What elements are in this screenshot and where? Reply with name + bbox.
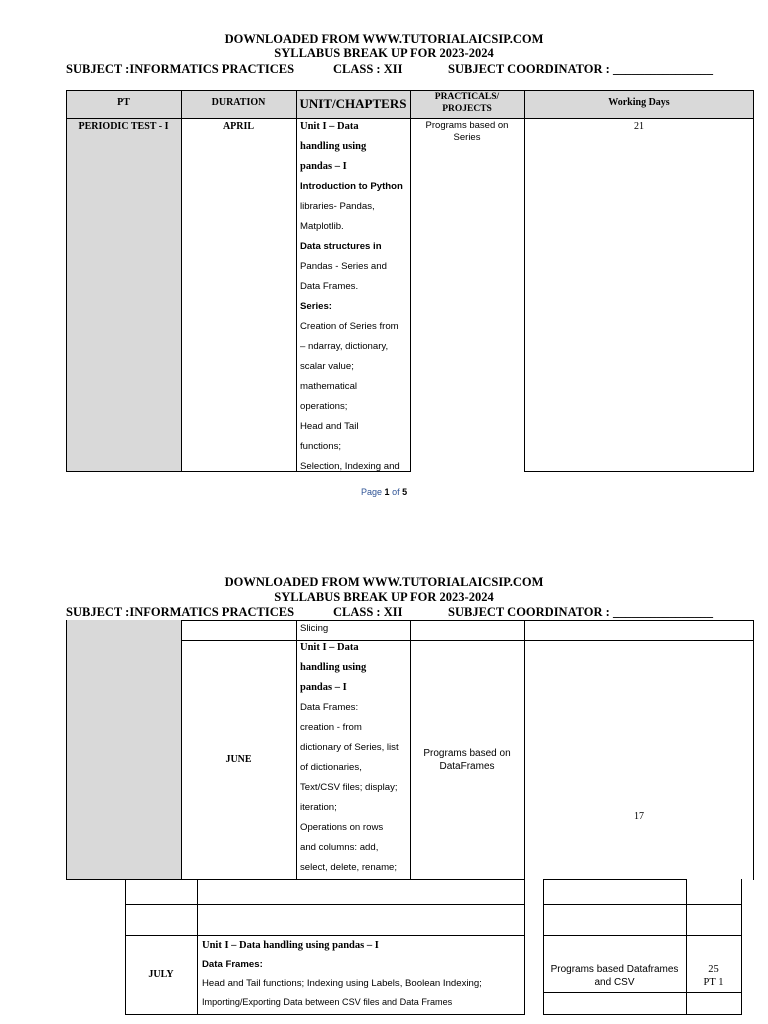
header-syllabus-line: SYLLABUS BREAK UP FOR 2023-2024 — [274, 590, 494, 604]
working-days-april: 21 — [634, 121, 644, 132]
unit-line: handling using — [300, 141, 367, 152]
unit-line: of dictionaries, — [300, 762, 362, 773]
practicals-line: Programs based Dataframes — [550, 964, 679, 975]
col-header-duration: DURATION — [211, 97, 266, 108]
header-syllabus-line: SYLLABUS BREAK UP FOR 2023-2024 — [274, 46, 494, 60]
duration-april: APRIL — [222, 121, 255, 132]
unit-title: Unit I – Data handling using pandas – I — [202, 940, 379, 951]
unit-line: Operations on rows — [300, 822, 384, 833]
duration-july: JULY — [148, 969, 174, 980]
header-subject: SUBJECT :INFORMATICS PRACTICES — [66, 62, 295, 76]
unit-line: Series: — [300, 301, 332, 312]
page-number-footer — [361, 487, 407, 497]
practicals-line: Programs based on — [425, 120, 509, 131]
unit-line: handling using — [300, 662, 367, 673]
unit-line: operations; — [300, 401, 348, 412]
unit-line: Matplotlib. — [300, 221, 344, 232]
col-header-working-days: Working Days — [608, 97, 670, 108]
unit-line: Data Frames: — [300, 702, 359, 713]
practicals-line: and CSV — [594, 977, 635, 988]
practicals-cell-july — [543, 963, 686, 989]
unit-line: Unit I – Data — [300, 121, 359, 132]
unit-line: select, delete, rename; — [300, 862, 398, 873]
unit-chapters-list-2 — [300, 638, 405, 878]
col-header-unit-chapters: UNIT/CHAPTERS — [299, 96, 407, 111]
unit-chapters-list-1 — [300, 117, 405, 477]
unit-line: scalar value; — [300, 361, 354, 372]
page-total: 5 — [402, 487, 408, 497]
unit-line: Importing/Exporting Data between CSV files and Data Frames — [202, 997, 453, 1007]
unit-line: Text/CSV files; display; — [300, 782, 398, 793]
practicals-cell-june — [410, 747, 524, 773]
working-days-july — [686, 963, 741, 989]
header-source-line: DOWNLOADED FROM WWW.TUTORIALAICSIP.COM — [224, 575, 544, 589]
unit-line: pandas – I — [300, 161, 347, 172]
header-coordinator: SUBJECT COORDINATOR : ________________ — [448, 62, 713, 76]
page-word: Page — [361, 487, 383, 497]
unit-line: dictionary of Series, list — [300, 742, 399, 753]
unit-line: Data structures in — [300, 241, 382, 252]
col-header-practicals: PRACTICALS/ — [434, 92, 500, 102]
unit-line: Selection, Indexing and — [300, 461, 400, 472]
col-header-projects: PROJECTS — [442, 104, 492, 114]
unit-line: libraries- Pandas, — [300, 201, 375, 212]
unit-line: Pandas - Series and — [300, 261, 387, 272]
header-class: CLASS : XII — [333, 62, 403, 76]
practicals-line: DataFrames — [439, 761, 495, 772]
unit-line: Introduction to Python — [300, 181, 403, 192]
header-coordinator: SUBJECT COORDINATOR : ________________ — [448, 605, 713, 619]
practicals-line: Series — [453, 132, 481, 143]
unit-line: functions; — [300, 441, 342, 452]
periodic-test-tag: PT 1 — [703, 977, 724, 988]
header-source-line: DOWNLOADED FROM WWW.TUTORIALAICSIP.COM — [224, 32, 544, 46]
working-days-june: 17 — [634, 811, 644, 822]
periodic-test-label: PERIODIC TEST - I — [78, 121, 169, 132]
duration-june: JUNE — [225, 754, 252, 765]
unit-chapters-july — [202, 936, 522, 1012]
practicals-line: Programs based on — [423, 748, 511, 759]
unit-line: – ndarray, dictionary, — [300, 341, 389, 352]
slicing-text: Slicing — [300, 623, 329, 634]
unit-subtitle: Data Frames: — [202, 959, 263, 970]
col-header-pt: PT — [117, 97, 130, 108]
header-subject: SUBJECT :INFORMATICS PRACTICES — [66, 605, 295, 619]
unit-line: Data Frames. — [300, 281, 359, 292]
unit-line: Head and Tail functions; Indexing using Labels, Boolean Indexing; — [202, 978, 482, 989]
unit-line: pandas – I — [300, 682, 347, 693]
of-word: of — [392, 487, 400, 497]
pt-column-shade — [66, 118, 181, 471]
unit-line: Head and Tail — [300, 421, 359, 432]
unit-line: and columns: add, — [300, 842, 379, 853]
unit-line: creation - from — [300, 722, 362, 733]
practicals-cell-1 — [410, 120, 524, 144]
unit-line: Unit I – Data — [300, 642, 359, 653]
unit-line: iteration; — [300, 802, 337, 813]
days-value: 25 — [708, 964, 719, 975]
unit-line: Creation of Series from — [300, 321, 399, 332]
header-class: CLASS : XII — [333, 605, 403, 619]
unit-line: mathematical — [300, 381, 358, 392]
page-num: 1 — [384, 487, 390, 497]
pt-column-shade — [66, 620, 181, 879]
